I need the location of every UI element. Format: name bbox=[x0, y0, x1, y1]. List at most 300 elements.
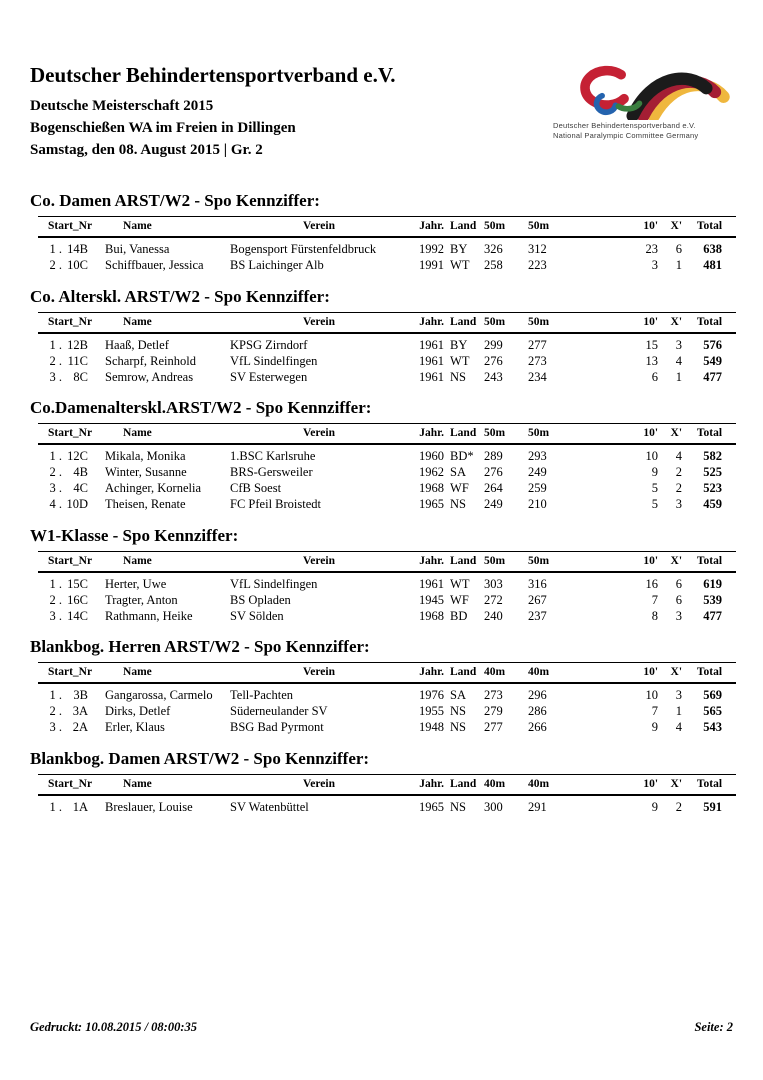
cell-xs: 3 bbox=[675, 337, 683, 352]
cell-rank: 2 . bbox=[49, 353, 62, 368]
cell-land: NS bbox=[450, 497, 466, 511]
column-header-start-nr: Start_Nr bbox=[38, 774, 88, 795]
cell-start-code: 15C bbox=[67, 576, 89, 591]
table-body bbox=[38, 683, 736, 736]
column-header-spacer bbox=[570, 663, 636, 684]
table-row bbox=[38, 497, 736, 513]
cell-verein: VfL Sindelfingen bbox=[230, 353, 318, 368]
section-title: Co.Damenalterskl.ARST/W2 - Spo Kennziffer: bbox=[30, 398, 372, 417]
column-header-start-nr: Start_Nr bbox=[38, 424, 88, 445]
cell-verein: KPSG Zirndorf bbox=[230, 337, 308, 352]
cell-total: 569 bbox=[703, 688, 723, 702]
column-header-start-nr: Start_Nr bbox=[38, 551, 88, 572]
column-header-jahr: Jahr. bbox=[408, 774, 444, 795]
section-title: W1-Klasse - Spo Kennziffer: bbox=[30, 525, 239, 545]
cell-tens: 7 bbox=[651, 592, 659, 607]
cell-rank: 1 . bbox=[49, 576, 62, 591]
cell-xs: 1 bbox=[675, 258, 683, 272]
table-row bbox=[38, 572, 736, 593]
cell-jahr: 1961 bbox=[419, 353, 445, 368]
cell-spacer bbox=[570, 795, 636, 816]
column-header-verein: Verein bbox=[230, 312, 408, 333]
column-header-jahr: Jahr. bbox=[408, 217, 444, 238]
print-timestamp: Gedruckt: 10.08.2015 / 08:00:35 bbox=[30, 1020, 197, 1034]
cell-xs: 3 bbox=[675, 497, 683, 511]
column-header-name: Name bbox=[88, 663, 230, 684]
cell-distance-score-1: 258 bbox=[484, 258, 503, 272]
column-header-distance-2: 50m bbox=[526, 551, 570, 572]
cell-spacer bbox=[570, 704, 636, 720]
table-row bbox=[38, 465, 736, 481]
column-header-tens: 10' bbox=[636, 312, 658, 333]
cell-rank: 1 . bbox=[49, 688, 62, 702]
cell-jahr: 1965 bbox=[419, 799, 445, 814]
cell-distance-score-1: 264 bbox=[484, 481, 503, 495]
cell-xs: 4 bbox=[675, 449, 683, 463]
column-header-start-nr: Start_Nr bbox=[38, 312, 88, 333]
cell-total: 576 bbox=[703, 337, 723, 352]
cell-name: Theisen, Renate bbox=[105, 497, 186, 511]
cell-jahr: 1960 bbox=[419, 449, 445, 463]
organization-title: Deutscher Behindertensportverband e.V. bbox=[30, 63, 396, 87]
cell-start-code: 3A bbox=[72, 704, 89, 718]
page-footer bbox=[30, 1020, 733, 1035]
cell-jahr: 1961 bbox=[419, 337, 445, 352]
column-header-land: Land bbox=[444, 551, 482, 572]
table-body bbox=[38, 237, 736, 274]
cell-distance-score-2: 291 bbox=[528, 799, 547, 814]
cell-spacer bbox=[570, 481, 636, 497]
column-header-xs: X' bbox=[658, 551, 682, 572]
cell-jahr: 1965 bbox=[419, 497, 445, 511]
column-header-distance-1: 50m bbox=[482, 424, 526, 445]
table-body bbox=[38, 572, 736, 625]
column-header-jahr: Jahr. bbox=[408, 424, 444, 445]
cell-distance-score-2: 293 bbox=[528, 449, 547, 463]
column-header-jahr: Jahr. bbox=[408, 551, 444, 572]
cell-start-code: 10C bbox=[67, 258, 89, 272]
cell-total: 619 bbox=[703, 576, 723, 591]
cell-spacer bbox=[570, 608, 636, 624]
column-header-distance-2: 40m bbox=[526, 774, 570, 795]
cell-tens: 23 bbox=[645, 242, 659, 256]
cell-spacer bbox=[570, 444, 636, 465]
cell-name: Dirks, Detlef bbox=[105, 704, 171, 718]
results-section bbox=[30, 192, 740, 274]
cell-spacer bbox=[570, 497, 636, 513]
column-header-verein: Verein bbox=[230, 217, 408, 238]
results-section bbox=[30, 638, 740, 736]
cell-distance-score-1: 276 bbox=[484, 465, 503, 479]
cell-spacer bbox=[570, 592, 636, 608]
cell-rank: 1 . bbox=[49, 337, 62, 352]
cell-start-code: 11C bbox=[67, 353, 89, 368]
cell-tens: 10 bbox=[645, 688, 659, 702]
column-header-name: Name bbox=[88, 424, 230, 445]
cell-land: WT bbox=[450, 353, 470, 368]
logo-caption-line1: Deutscher Behindertensportverband e.V. bbox=[553, 121, 696, 130]
column-header-spacer bbox=[570, 551, 636, 572]
column-header-start-nr: Start_Nr bbox=[38, 217, 88, 238]
cell-rank: 1 . bbox=[49, 242, 62, 256]
cell-total: 539 bbox=[703, 592, 723, 607]
cell-tens: 15 bbox=[645, 337, 659, 352]
cell-rank: 2 . bbox=[49, 592, 62, 607]
column-header-xs: X' bbox=[658, 217, 682, 238]
cell-rank: 3 . bbox=[49, 720, 62, 734]
cell-distance-score-2: 237 bbox=[528, 608, 547, 623]
cell-tens: 6 bbox=[651, 369, 659, 384]
cell-jahr: 1945 bbox=[419, 592, 445, 607]
cell-total: 459 bbox=[703, 497, 723, 511]
cell-distance-score-2: 223 bbox=[528, 258, 547, 272]
column-header-xs: X' bbox=[658, 424, 682, 445]
cell-tens: 13 bbox=[645, 353, 659, 368]
column-header-distance-1: 50m bbox=[482, 217, 526, 238]
column-header-distance-1: 40m bbox=[482, 663, 526, 684]
column-header-total: Total bbox=[682, 551, 736, 572]
document-header bbox=[30, 63, 396, 161]
cell-xs: 2 bbox=[675, 465, 683, 479]
cell-distance-score-2: 266 bbox=[528, 720, 547, 734]
section-title: Co. Alterskl. ARST/W2 - Spo Kennziffer: bbox=[30, 286, 330, 306]
results-table bbox=[38, 312, 736, 386]
results-table bbox=[38, 774, 736, 816]
cell-distance-score-1: 300 bbox=[484, 799, 503, 814]
cell-land: BD* bbox=[450, 449, 474, 463]
cell-distance-score-1: 240 bbox=[484, 608, 503, 623]
column-header-total: Total bbox=[682, 424, 736, 445]
cell-jahr: 1976 bbox=[419, 688, 445, 702]
column-header-xs: X' bbox=[658, 774, 682, 795]
column-header-spacer bbox=[570, 217, 636, 238]
cell-land: BD bbox=[450, 608, 468, 623]
table-row bbox=[38, 333, 736, 354]
column-header-spacer bbox=[570, 312, 636, 333]
dbs-npc-logo bbox=[553, 62, 741, 140]
cell-distance-score-2: 312 bbox=[528, 242, 547, 256]
cell-tens: 9 bbox=[651, 465, 659, 479]
cell-jahr: 1962 bbox=[419, 465, 445, 479]
column-header-distance-2: 50m bbox=[526, 312, 570, 333]
column-header-tens: 10' bbox=[636, 774, 658, 795]
column-header-name: Name bbox=[88, 774, 230, 795]
cell-land: SA bbox=[450, 465, 466, 479]
cell-tens: 9 bbox=[651, 799, 659, 814]
cell-distance-score-1: 299 bbox=[484, 337, 503, 352]
table-header-row bbox=[38, 217, 736, 238]
results-section bbox=[30, 399, 740, 513]
cell-distance-score-1: 289 bbox=[484, 449, 503, 463]
cell-rank: 3 . bbox=[49, 369, 62, 384]
column-header-name: Name bbox=[88, 312, 230, 333]
cell-tens: 3 bbox=[651, 258, 659, 272]
cell-name: Breslauer, Louise bbox=[105, 799, 193, 814]
cell-rank: 1 . bbox=[49, 799, 62, 814]
table-row bbox=[38, 353, 736, 369]
cell-name: Winter, Susanne bbox=[105, 465, 187, 479]
table-header-row bbox=[38, 663, 736, 684]
cell-spacer bbox=[570, 720, 636, 736]
cell-total: 638 bbox=[703, 242, 723, 256]
cell-land: NS bbox=[450, 704, 466, 718]
cell-spacer bbox=[570, 572, 636, 593]
column-header-total: Total bbox=[682, 774, 736, 795]
cell-distance-score-2: 286 bbox=[528, 704, 547, 718]
cell-spacer bbox=[570, 465, 636, 481]
cell-jahr: 1961 bbox=[419, 369, 445, 384]
cell-xs: 1 bbox=[675, 369, 683, 384]
section-title: Blankbog. Herren ARST/W2 - Spo Kennziffer: bbox=[30, 637, 370, 656]
cell-spacer bbox=[570, 369, 636, 385]
cell-land: WT bbox=[450, 576, 470, 591]
cell-rank: 4 . bbox=[49, 497, 62, 511]
cell-verein: FC Pfeil Broistedt bbox=[230, 497, 321, 511]
table-row bbox=[38, 683, 736, 704]
cell-distance-score-2: 316 bbox=[528, 576, 547, 591]
cell-xs: 3 bbox=[675, 608, 683, 623]
cell-distance-score-2: 267 bbox=[528, 592, 547, 607]
cell-spacer bbox=[570, 333, 636, 354]
column-header-total: Total bbox=[682, 312, 736, 333]
column-header-jahr: Jahr. bbox=[408, 312, 444, 333]
cell-xs: 6 bbox=[675, 592, 683, 607]
table-header-row bbox=[38, 551, 736, 572]
cell-rank: 1 . bbox=[49, 449, 62, 463]
column-header-start-nr: Start_Nr bbox=[38, 663, 88, 684]
cell-land: WF bbox=[450, 481, 469, 495]
column-header-spacer bbox=[570, 774, 636, 795]
cell-distance-score-2: 210 bbox=[528, 497, 547, 511]
cell-land: WF bbox=[450, 592, 469, 607]
table-body bbox=[38, 333, 736, 386]
cell-total: 477 bbox=[703, 608, 723, 623]
date-line: Samstag, den 08. August 2015 | Gr. 2 bbox=[30, 142, 263, 158]
column-header-tens: 10' bbox=[636, 217, 658, 238]
cell-xs: 6 bbox=[675, 576, 683, 591]
cell-tens: 5 bbox=[651, 481, 659, 495]
cell-name: Erler, Klaus bbox=[105, 720, 165, 734]
column-header-jahr: Jahr. bbox=[408, 663, 444, 684]
cell-name: Bui, Vanessa bbox=[105, 242, 170, 256]
cell-name: Schiffbauer, Jessica bbox=[105, 258, 204, 272]
cell-jahr: 1991 bbox=[419, 258, 445, 272]
cell-distance-score-1: 249 bbox=[484, 497, 503, 511]
cell-distance-score-2: 234 bbox=[528, 369, 547, 384]
section-title: Co. Damen ARST/W2 - Spo Kennziffer: bbox=[30, 191, 320, 210]
table-row bbox=[38, 258, 736, 274]
table-row bbox=[38, 592, 736, 608]
cell-tens: 7 bbox=[651, 704, 659, 718]
cell-rank: 3 . bbox=[49, 608, 62, 623]
cell-tens: 5 bbox=[651, 497, 659, 511]
cell-total: 477 bbox=[703, 369, 723, 384]
cell-start-code: 3B bbox=[73, 688, 89, 702]
results-table bbox=[38, 216, 736, 274]
cell-start-code: 4C bbox=[73, 481, 89, 495]
cell-xs: 4 bbox=[675, 353, 683, 368]
cell-spacer bbox=[570, 258, 636, 274]
cell-verein: BS Opladen bbox=[230, 592, 291, 607]
cell-tens: 8 bbox=[651, 608, 659, 623]
cell-xs: 1 bbox=[675, 704, 683, 718]
cell-verein: VfL Sindelfingen bbox=[230, 576, 318, 591]
column-header-tens: 10' bbox=[636, 551, 658, 572]
results-section bbox=[30, 750, 740, 816]
cell-name: Semrow, Andreas bbox=[105, 369, 194, 384]
logo-agito-red bbox=[585, 71, 624, 105]
column-header-distance-2: 50m bbox=[526, 217, 570, 238]
column-header-verein: Verein bbox=[230, 551, 408, 572]
cell-spacer bbox=[570, 237, 636, 258]
cell-xs: 2 bbox=[675, 799, 683, 814]
cell-start-code: 2A bbox=[72, 720, 89, 734]
cell-distance-score-2: 259 bbox=[528, 481, 547, 495]
table-header-row bbox=[38, 312, 736, 333]
cell-jahr: 1961 bbox=[419, 576, 445, 591]
cell-verein: BSG Bad Pyrmont bbox=[230, 720, 324, 734]
column-header-distance-1: 40m bbox=[482, 774, 526, 795]
cell-total: 481 bbox=[703, 258, 723, 272]
column-header-tens: 10' bbox=[636, 424, 658, 445]
cell-jahr: 1992 bbox=[419, 242, 445, 256]
cell-name: Scharpf, Reinhold bbox=[105, 353, 196, 368]
discipline-title: Bogenschießen WA im Freien in Dillingen bbox=[30, 120, 296, 136]
column-header-land: Land bbox=[444, 312, 482, 333]
column-header-land: Land bbox=[444, 424, 482, 445]
cell-distance-score-1: 273 bbox=[484, 688, 503, 702]
column-header-verein: Verein bbox=[230, 663, 408, 684]
table-header-row bbox=[38, 774, 736, 795]
cell-start-code: 4B bbox=[73, 465, 89, 479]
cell-verein: Süderneulander SV bbox=[230, 704, 328, 718]
column-header-tens: 10' bbox=[636, 663, 658, 684]
cell-spacer bbox=[570, 683, 636, 704]
logo-captions bbox=[553, 121, 741, 140]
cell-total: 582 bbox=[703, 449, 723, 463]
cell-name: Haaß, Detlef bbox=[105, 337, 169, 352]
cell-jahr: 1955 bbox=[419, 704, 445, 718]
cell-total: 591 bbox=[703, 799, 723, 814]
column-header-distance-1: 50m bbox=[482, 312, 526, 333]
cell-start-code: 12C bbox=[67, 449, 89, 463]
event-title: Deutsche Meisterschaft 2015 bbox=[30, 98, 214, 114]
cell-land: WT bbox=[450, 258, 470, 272]
cell-name: Gangarossa, Carmelo bbox=[105, 688, 213, 702]
cell-total: 525 bbox=[703, 465, 723, 479]
table-row bbox=[38, 481, 736, 497]
cell-land: NS bbox=[450, 369, 466, 384]
cell-distance-score-1: 276 bbox=[484, 353, 503, 368]
column-header-land: Land bbox=[444, 663, 482, 684]
cell-rank: 2 . bbox=[49, 704, 62, 718]
table-row bbox=[38, 369, 736, 385]
cell-rank: 2 . bbox=[49, 465, 62, 479]
column-header-land: Land bbox=[444, 774, 482, 795]
table-row bbox=[38, 608, 736, 624]
table-row bbox=[38, 704, 736, 720]
cell-distance-score-1: 303 bbox=[484, 576, 503, 591]
results-table bbox=[38, 551, 736, 625]
column-header-distance-2: 50m bbox=[526, 424, 570, 445]
cell-tens: 9 bbox=[651, 720, 659, 734]
table-row bbox=[38, 795, 736, 816]
column-header-distance-2: 40m bbox=[526, 663, 570, 684]
cell-xs: 2 bbox=[675, 481, 683, 495]
cell-verein: 1.BSC Karlsruhe bbox=[230, 449, 316, 463]
cell-start-code: 10D bbox=[66, 497, 89, 511]
column-header-total: Total bbox=[682, 663, 736, 684]
cell-start-code: 1A bbox=[72, 799, 89, 814]
logo-caption-line2: National Paralympic Committee Germany bbox=[553, 130, 699, 140]
cell-distance-score-2: 249 bbox=[528, 465, 547, 479]
results-section bbox=[30, 527, 740, 625]
cell-start-code: 16C bbox=[67, 592, 89, 607]
column-header-xs: X' bbox=[658, 663, 682, 684]
sections-container bbox=[30, 192, 740, 829]
column-header-distance-1: 50m bbox=[482, 551, 526, 572]
cell-rank: 3 . bbox=[49, 481, 62, 495]
cell-start-code: 14B bbox=[67, 242, 89, 256]
paralympic-swoosh-logo-icon bbox=[561, 62, 735, 120]
cell-land: NS bbox=[450, 799, 466, 814]
cell-name: Achinger, Kornelia bbox=[105, 481, 202, 495]
cell-start-code: 14C bbox=[67, 608, 89, 623]
cell-distance-score-2: 273 bbox=[528, 353, 547, 368]
cell-distance-score-1: 326 bbox=[484, 242, 503, 256]
column-header-xs: X' bbox=[658, 312, 682, 333]
column-header-land: Land bbox=[444, 217, 482, 238]
cell-land: NS bbox=[450, 720, 466, 734]
cell-name: Tragter, Anton bbox=[105, 592, 178, 607]
cell-distance-score-2: 277 bbox=[528, 337, 547, 352]
cell-xs: 4 bbox=[675, 720, 683, 734]
cell-name: Herter, Uwe bbox=[105, 576, 167, 591]
column-header-total: Total bbox=[682, 217, 736, 238]
column-header-name: Name bbox=[88, 217, 230, 238]
cell-total: 523 bbox=[703, 481, 723, 495]
cell-start-code: 12B bbox=[67, 337, 89, 352]
cell-distance-score-2: 296 bbox=[528, 688, 547, 702]
cell-verein: BS Laichinger Alb bbox=[230, 258, 324, 272]
cell-xs: 3 bbox=[675, 688, 683, 702]
cell-jahr: 1968 bbox=[419, 608, 445, 623]
cell-verein: SV Watenbüttel bbox=[230, 799, 309, 814]
column-header-verein: Verein bbox=[230, 424, 408, 445]
cell-distance-score-1: 272 bbox=[484, 592, 503, 607]
cell-spacer bbox=[570, 353, 636, 369]
cell-verein: Bogensport Fürstenfeldbruck bbox=[230, 242, 377, 256]
cell-distance-score-1: 279 bbox=[484, 704, 503, 718]
cell-name: Rathmann, Heike bbox=[105, 608, 193, 623]
column-header-spacer bbox=[570, 424, 636, 445]
table-body bbox=[38, 795, 736, 816]
table-header-row bbox=[38, 424, 736, 445]
cell-land: BY bbox=[450, 242, 468, 256]
results-table bbox=[38, 423, 736, 513]
table-row bbox=[38, 444, 736, 465]
cell-verein: CfB Soest bbox=[230, 481, 282, 495]
cell-rank: 2 . bbox=[49, 258, 62, 272]
cell-land: SA bbox=[450, 688, 466, 702]
cell-total: 549 bbox=[703, 353, 723, 368]
cell-distance-score-1: 243 bbox=[484, 369, 503, 384]
results-section bbox=[30, 288, 740, 386]
column-header-name: Name bbox=[88, 551, 230, 572]
results-table bbox=[38, 662, 736, 736]
cell-name: Mikala, Monika bbox=[105, 449, 186, 463]
table-body bbox=[38, 444, 736, 513]
